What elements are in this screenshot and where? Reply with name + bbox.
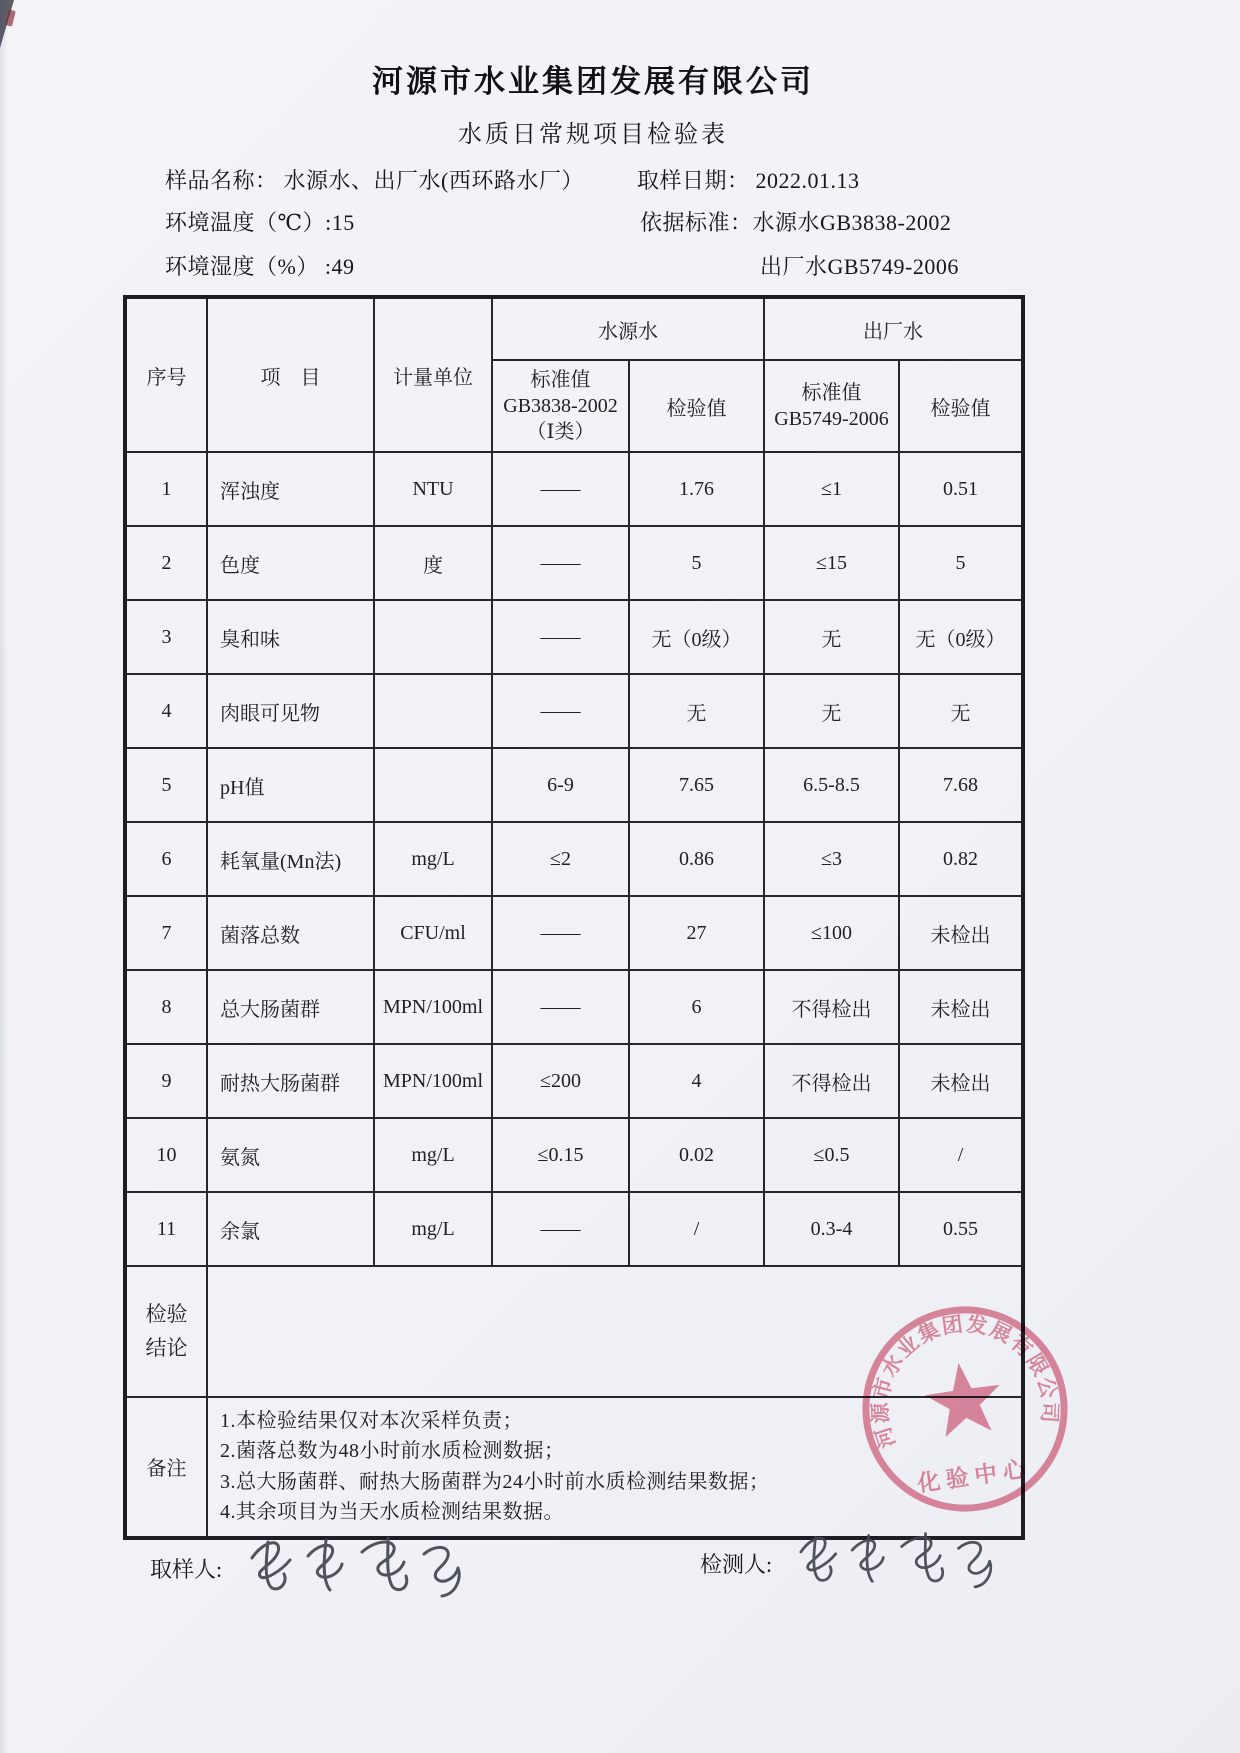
sample-name-line: 样品名称： 水源水、出厂水(西环路水厂） [165,168,584,193]
scan-edge-shadow [0,0,8,1753]
table-row [125,452,1023,526]
cell-item: 氨氮 [207,1118,374,1192]
group-header-factory-water: 出厂水 [764,297,1023,360]
col-header-source-value: 检验值 [629,360,764,452]
cell-source-standard: ≤0.15 [492,1118,629,1192]
cell-item: 肉眼可见物 [207,674,374,748]
cell-unit: mg/L [374,1192,492,1266]
cell-factory-standard: 无 [764,674,899,748]
cell-factory-standard: ≤15 [764,526,899,600]
cell-no: 2 [125,526,207,600]
cell-item: 色度 [207,526,374,600]
cell-no: 10 [125,1118,207,1192]
col-header-no: 序号 [125,297,207,452]
tester-label: 检测人: [700,1552,773,1577]
cell-unit: mg/L [374,822,492,896]
cell-item: pH值 [207,748,374,822]
table-row [125,748,1023,822]
cell-item: 余氯 [207,1192,374,1266]
cell-factory-standard: ≤100 [764,896,899,970]
cell-no: 3 [125,600,207,674]
factory-standard-line2: GB5749-2006 [774,408,889,430]
cell-no: 5 [125,748,207,822]
cell-factory-value: 未检出 [899,896,1023,970]
col-header-unit: 计量单位 [374,297,492,452]
cell-unit [374,674,492,748]
cell-unit: MPN/100ml [374,1044,492,1118]
cell-no: 1 [125,452,207,526]
cell-unit: 度 [374,526,492,600]
tester-signature [788,1524,1008,1602]
cell-unit: MPN/100ml [374,970,492,1044]
cell-source-value: 4 [629,1044,764,1118]
env-temperature-line: 环境温度（℃）:15 [165,210,355,235]
cell-factory-value: 0.55 [899,1192,1023,1266]
cell-source-value: 5 [629,526,764,600]
notes-label: 备注 [125,1397,207,1538]
col-header-factory-value: 检验值 [899,360,1023,452]
seal-center-text: 化验中心 [915,1454,1034,1497]
conclusion-label [125,1266,207,1397]
col-header-source-standard [492,360,629,452]
cell-source-value: 7.65 [629,748,764,822]
standard-basis-line-2: 出厂水GB5749-2006 [760,254,959,279]
cell-factory-standard: 不得检出 [764,1044,899,1118]
sample-date-line: 取样日期： 2022.01.13 [637,168,860,193]
cell-source-standard: ≤2 [492,822,629,896]
form-title: 水质日常规项目检验表 [458,122,728,148]
note-line: 3.总大肠菌群、耐热大肠菌群为24小时前水质检测结果数据； [220,1470,770,1493]
table-row [125,1118,1023,1192]
cell-item: 耗氧量(Mn法) [207,822,374,896]
cell-factory-standard: ≤1 [764,452,899,526]
table-row [125,822,1023,896]
cell-factory-value: 无 [899,674,1023,748]
cell-factory-standard: 不得检出 [764,970,899,1044]
group-header-source-water: 水源水 [492,297,764,360]
cell-factory-standard: ≤0.5 [764,1118,899,1192]
factory-standard-line1: 标准值 [801,382,862,404]
source-standard-line2: GB3838-2002 [503,395,618,417]
cell-source-value: 27 [629,896,764,970]
cell-source-standard: 6-9 [492,748,629,822]
standard-basis-line: 依据标准：水源水GB3838-2002 [640,210,952,235]
table-row [125,600,1023,674]
cell-no: 7 [125,896,207,970]
cell-factory-value: 0.82 [899,822,1023,896]
cell-factory-value: / [899,1118,1023,1192]
cell-factory-value: 无（0级） [899,600,1023,674]
seal-ring-text: 河源市水业集团发展有限公司 [868,1312,1062,1451]
cell-factory-standard: 无 [764,600,899,674]
cell-item: 总大肠菌群 [207,970,374,1044]
cell-source-value: 无（0级） [629,600,764,674]
cell-factory-value: 5 [899,526,1023,600]
cell-unit: NTU [374,452,492,526]
company-seal-stamp [842,1286,1088,1532]
cell-factory-standard: 6.5-8.5 [764,748,899,822]
company-title: 河源市水业集团发展有限公司 [372,64,814,99]
sampler-signature [238,1530,478,1610]
cell-factory-value: 7.68 [899,748,1023,822]
table-row [125,970,1023,1044]
cell-source-standard: —— [492,896,629,970]
cell-item: 菌落总数 [207,896,374,970]
col-header-factory-standard [764,360,899,452]
source-standard-line1: 标准值 [530,369,591,391]
cell-source-standard: —— [492,970,629,1044]
cell-source-standard: ≤200 [492,1044,629,1118]
cell-source-standard: —— [492,600,629,674]
cell-item: 耐热大肠菌群 [207,1044,374,1118]
table-row [125,526,1023,600]
cell-source-standard: —— [492,452,629,526]
note-line: 4.其余项目为当天水质检测结果数据。 [220,1501,564,1524]
seal-star [921,1358,1006,1440]
cell-no: 6 [125,822,207,896]
cell-source-value: / [629,1192,764,1266]
table-row [125,674,1023,748]
cell-factory-value: 未检出 [899,970,1023,1044]
cell-source-standard: —— [492,674,629,748]
cell-no: 8 [125,970,207,1044]
env-humidity-line: 环境湿度（%） :49 [165,254,355,279]
table-row [125,896,1023,970]
cell-source-value: 0.86 [629,822,764,896]
cell-source-value: 1.76 [629,452,764,526]
cell-factory-standard: ≤3 [764,822,899,896]
cell-source-value: 无 [629,674,764,748]
cell-unit [374,600,492,674]
cell-source-value: 6 [629,970,764,1044]
cell-factory-value: 未检出 [899,1044,1023,1118]
cell-factory-value: 0.51 [899,452,1023,526]
col-header-item: 项 目 [207,297,374,452]
cell-no: 9 [125,1044,207,1118]
note-line: 2.菌落总数为48小时前水质检测数据； [220,1440,565,1463]
cell-source-value: 0.02 [629,1118,764,1192]
cell-item: 浑浊度 [207,452,374,526]
cell-source-standard: —— [492,1192,629,1266]
table-row [125,1044,1023,1118]
cell-no: 11 [125,1192,207,1266]
cell-factory-standard: 0.3-4 [764,1192,899,1266]
sampler-label: 取样人: [150,1557,223,1582]
cell-item: 臭和味 [207,600,374,674]
conclusion-label-text: 检验结论 [145,1301,188,1360]
cell-unit [374,748,492,822]
note-line: 1.本检验结果仅对本次采样负责； [220,1410,523,1432]
cell-no: 4 [125,674,207,748]
cell-unit: mg/L [374,1118,492,1192]
source-standard-line3: （Ⅰ类） [526,421,595,443]
table-row [125,1192,1023,1266]
report-header [123,0,1063,149]
cell-unit: CFU/ml [374,896,492,970]
cell-source-standard: —— [492,526,629,600]
